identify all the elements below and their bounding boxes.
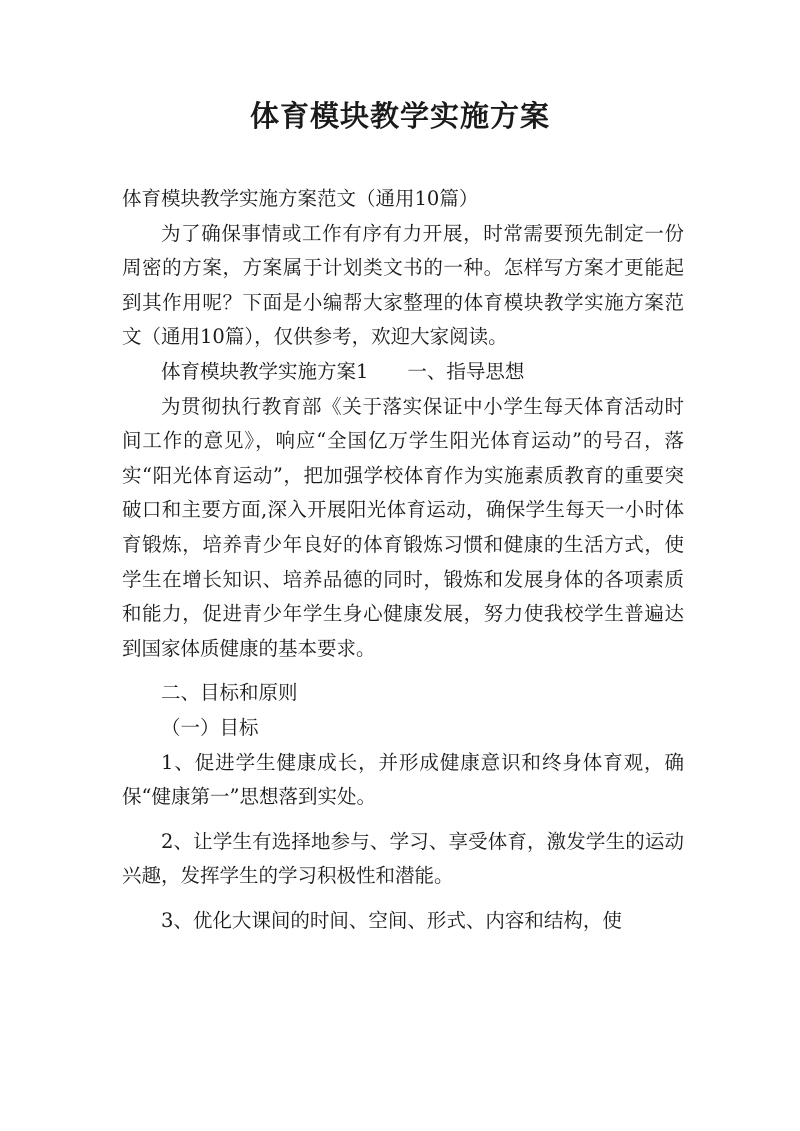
intro-paragraph: 为了确保事情或工作有序有力开展，时常需要预先制定一份周密的方案，方案属于计划类文书的一种。怎样写方案才更能起到其作用呢？下面是小编帮大家整理的体育模块教学实施方案范文（通用10篇），仅供参考，欢迎大家阅读。: [122, 221, 684, 349]
section-heading-1: 体育模块教学实施方案1 一、指导思想: [161, 359, 525, 383]
goal-item-3: 3、优化大课间的时间、空间、形式、内容和结构，使: [161, 908, 622, 932]
goal-item-1: 1、促进学生健康成长，并形成健康意识和终身体育观，确保“健康第一”思想落到实处。: [122, 750, 684, 809]
document-body: [122, 182, 684, 938]
section-heading-2: 二、目标和原则: [161, 681, 298, 705]
subsection-heading-goals: （一）目标: [161, 715, 259, 739]
goal-item-2: 2、让学生有选择地参与、学习、享受体育，激发学生的运动兴趣，发挥学生的学习积极性和潜能。: [122, 829, 684, 888]
document-title: 体育模块教学实施方案: [249, 99, 550, 133]
subtitle-paragraph: 体育模块教学实施方案范文（通用10篇）: [122, 187, 479, 210]
guiding-thought-paragraph: 为贯彻执行教育部《关于落实保证中小学生每天体育活动时间工作的意见》，响应“全国亿万学生阳光体育运动”的号召，落实“阳光体育运动”，把加强学校体育作为实施素质教育的重要突破口和主要方面,深入开展阳光体育运动，确保学生每天一小时体育锻炼，培养青少年良好的体育锻炼习惯和健康的生活方式，使学生在增长知识、培养品德的同时，锻炼和发展身体的各项素质和能力，促进青少年学生身心健康发展，努力使我校学生普遍达到国家体质健康的基本要求。: [122, 394, 684, 660]
